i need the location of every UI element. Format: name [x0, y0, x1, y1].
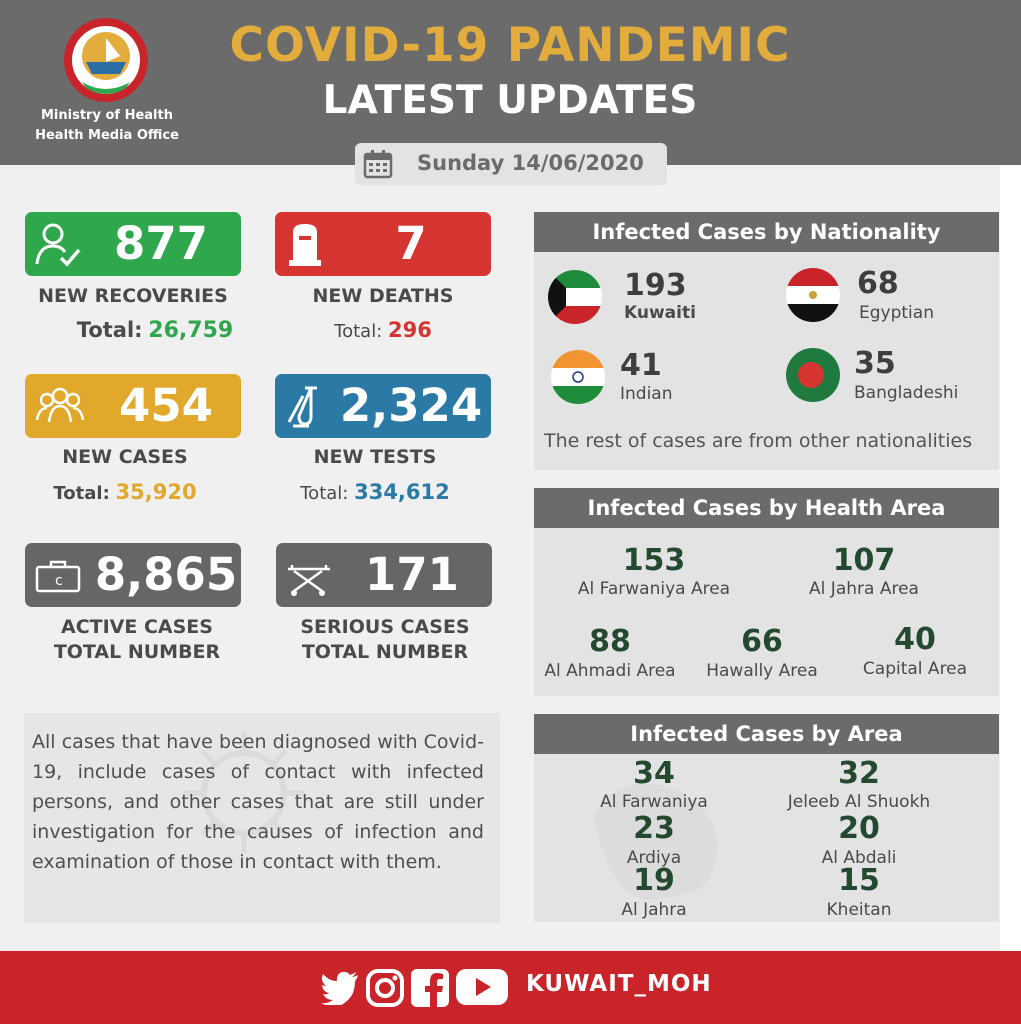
- new-tests-label: NEW TESTS: [313, 446, 437, 468]
- jahra-area-count: 107: [832, 543, 896, 578]
- twitter-icon[interactable]: [320, 969, 360, 1005]
- recovered-person-icon: [33, 220, 83, 268]
- kheitan-label: Kheitan: [826, 900, 892, 920]
- egyptian-count: 68: [857, 266, 899, 301]
- new-tests-value: 2,324: [339, 379, 483, 432]
- indian-count: 41: [620, 348, 662, 383]
- organization-name: [22, 106, 192, 146]
- farwaniya-label: Al Farwaniya: [600, 792, 708, 812]
- capital-area-count: 40: [894, 622, 936, 657]
- page-title: COVID-19 PANDEMIC: [229, 18, 791, 73]
- new-recoveries-value: 877: [114, 217, 208, 270]
- kuwaiti-label: Kuwaiti: [624, 303, 696, 323]
- total-cases-label: Total:: [53, 483, 110, 504]
- farwaniya-area-label: Al Farwaniya Area: [577, 579, 731, 599]
- ardiya-count: 23: [633, 811, 675, 846]
- total-deaths-label: Total:: [334, 321, 383, 342]
- date-bar: [355, 143, 667, 185]
- jahra-label: Al Jahra: [621, 900, 687, 920]
- people-group-icon: [33, 382, 87, 430]
- jahra-count: 19: [633, 863, 675, 898]
- serious-cases-label: [272, 615, 498, 665]
- farwaniya-count: 34: [633, 756, 675, 791]
- total-tests-value: 334,612: [354, 480, 450, 504]
- total-deaths-value: 296: [388, 318, 432, 342]
- coffin-icon: [283, 220, 327, 268]
- right-margin: [1000, 165, 1021, 951]
- stretcher-icon: [284, 551, 334, 599]
- jeleeb-label: Jeleeb Al Shuokh: [787, 792, 931, 812]
- total-deaths: [275, 318, 491, 342]
- india-flag-icon: [551, 350, 605, 404]
- jeleeb-count: 32: [838, 756, 880, 791]
- bangladeshi-count: 35: [854, 346, 896, 381]
- egyptian-label: Egyptian: [859, 303, 934, 323]
- instagram-icon[interactable]: [366, 969, 404, 1007]
- diagnosis-note-box: [24, 713, 500, 923]
- active-cases-box: [25, 543, 241, 607]
- kheitan-count: 15: [838, 863, 880, 898]
- test-tube-icon: [283, 382, 327, 430]
- serious-cases-label-1: SERIOUS CASES: [300, 616, 470, 638]
- hawally-area-count: 66: [741, 624, 783, 659]
- new-cases-box: [25, 374, 241, 438]
- capital-area-label: Capital Area: [862, 659, 968, 679]
- hawally-area-label: Hawally Area: [706, 661, 818, 681]
- page-subtitle: LATEST UPDATES: [322, 78, 698, 123]
- bangladesh-flag-icon: [786, 348, 840, 402]
- farwaniya-area-count: 153: [622, 543, 686, 578]
- org-line-2: Health Media Office: [35, 128, 179, 143]
- area-panel: [534, 714, 999, 922]
- total-cases-value: 35,920: [115, 480, 197, 504]
- org-line-1: Ministry of Health: [41, 108, 173, 123]
- briefcase-icon: [33, 551, 83, 599]
- total-cases: [25, 480, 225, 504]
- youtube-icon[interactable]: [456, 967, 508, 1007]
- bangladeshi-label: Bangladeshi: [854, 383, 959, 403]
- total-tests-label: Total:: [300, 483, 349, 504]
- facebook-icon[interactable]: [411, 969, 449, 1007]
- header: [0, 0, 1021, 165]
- social-handle[interactable]: KUWAIT_MOH: [526, 971, 712, 997]
- svg-text:c: c: [55, 573, 63, 589]
- diagnosis-note-text: All cases that have been diagnosed with Covid-19, include cases of contact with infected persons, and other cases that are still under investigation for the causes of infection and examination of those in contact with them.: [32, 731, 484, 873]
- calendar-icon: [363, 149, 393, 179]
- new-tests-box: [275, 374, 491, 438]
- total-recoveries-label: Total:: [76, 318, 143, 342]
- nationality-panel: [534, 212, 999, 470]
- active-cases-label-1: ACTIVE CASES: [61, 616, 213, 638]
- kuwait-flag-icon: [548, 270, 602, 324]
- serious-cases-label-2: TOTAL NUMBER: [301, 641, 469, 663]
- ahmadi-area-count: 88: [589, 624, 631, 659]
- serious-cases-box: [276, 543, 492, 607]
- new-cases-value: 454: [119, 379, 213, 432]
- egypt-flag-icon: [786, 268, 840, 322]
- ahmadi-area-label: Al Ahmadi Area: [544, 661, 676, 681]
- total-recoveries: [25, 318, 285, 343]
- ardiya-label: Ardiya: [626, 848, 682, 868]
- report-date: Sunday 14/06/2020: [417, 151, 644, 175]
- new-deaths-label: NEW DEATHS: [312, 285, 454, 307]
- footer: [0, 951, 1021, 1024]
- active-cases-label-2: TOTAL NUMBER: [53, 641, 221, 663]
- health-area-panel: [534, 488, 999, 696]
- total-tests: [275, 480, 475, 504]
- health-area-panel-title: Infected Cases by Health Area: [534, 488, 999, 528]
- new-deaths-value: 7: [395, 217, 427, 270]
- new-cases-label: NEW CASES: [62, 446, 188, 468]
- abdali-label: Al Abdali: [821, 848, 897, 868]
- other-nationalities-note: The rest of cases are from other nationalities: [544, 430, 973, 452]
- ministry-emblem-logo: [62, 16, 150, 104]
- nationality-panel-title: Infected Cases by Nationality: [534, 212, 999, 252]
- kuwaiti-count: 193: [624, 268, 687, 303]
- new-deaths-box: [275, 212, 491, 276]
- jahra-area-label: Al Jahra Area: [809, 579, 919, 599]
- total-recoveries-value: 26,759: [148, 318, 234, 343]
- serious-cases-value: 171: [365, 548, 459, 601]
- area-panel-title: Infected Cases by Area: [534, 714, 999, 754]
- active-cases-value: 8,865: [94, 548, 238, 601]
- new-recoveries-box: [25, 212, 241, 276]
- abdali-count: 20: [838, 811, 880, 846]
- indian-label: Indian: [620, 384, 673, 404]
- new-recoveries-label: NEW RECOVERIES: [38, 285, 228, 307]
- active-cases-label: [25, 615, 249, 665]
